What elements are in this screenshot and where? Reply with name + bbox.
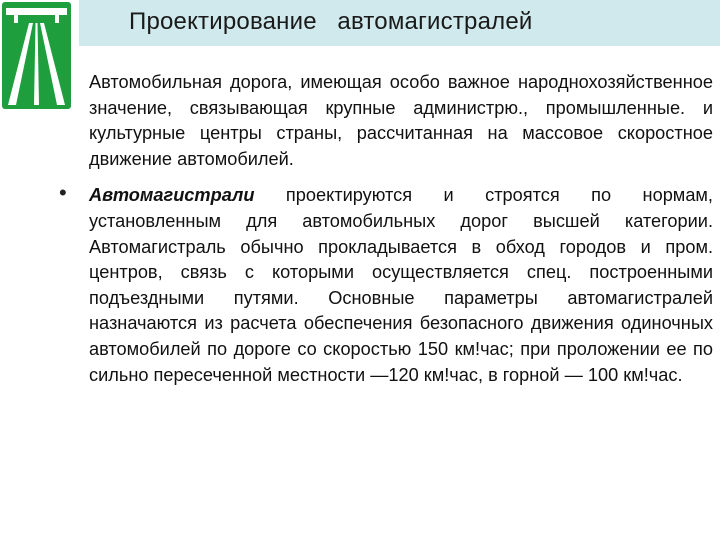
bullet-item — [59, 180, 713, 388]
bullet-marker: • — [59, 180, 67, 206]
motorway-sign-icon — [0, 0, 73, 111]
definition-paragraph: Автомобильная дорога, имеющая особо важное народнохозяйственное значение, связывающая крупные администрю., промышленные. и культурные центры страны, рассчитанная на массовое скоростное движение автомобилей. — [89, 72, 713, 169]
page-title: Проектирование автомагистралей — [129, 8, 533, 35]
motorway-description: проектируются и строятся по нормам, установленным для автомобильных дорог высшей категории. Автомагистраль обычно прокладывается в обход городов и пром. центров, связь с которыми осуществляется спец. построенными подъездными путями. Основные параметры автомагистралей назначаются из расчета обеспечения безопасного движения одиночных автомобилей по дороге со скоростью 150 км!час; при проложении ее по сильно пересеченной местности —120 км!час, в горной — 100 км!час. — [89, 185, 713, 385]
motorway-paragraph — [89, 183, 713, 388]
title-bar — [79, 0, 720, 46]
motorway-term: Автомагистрали — [89, 185, 255, 206]
content-body — [59, 70, 713, 399]
